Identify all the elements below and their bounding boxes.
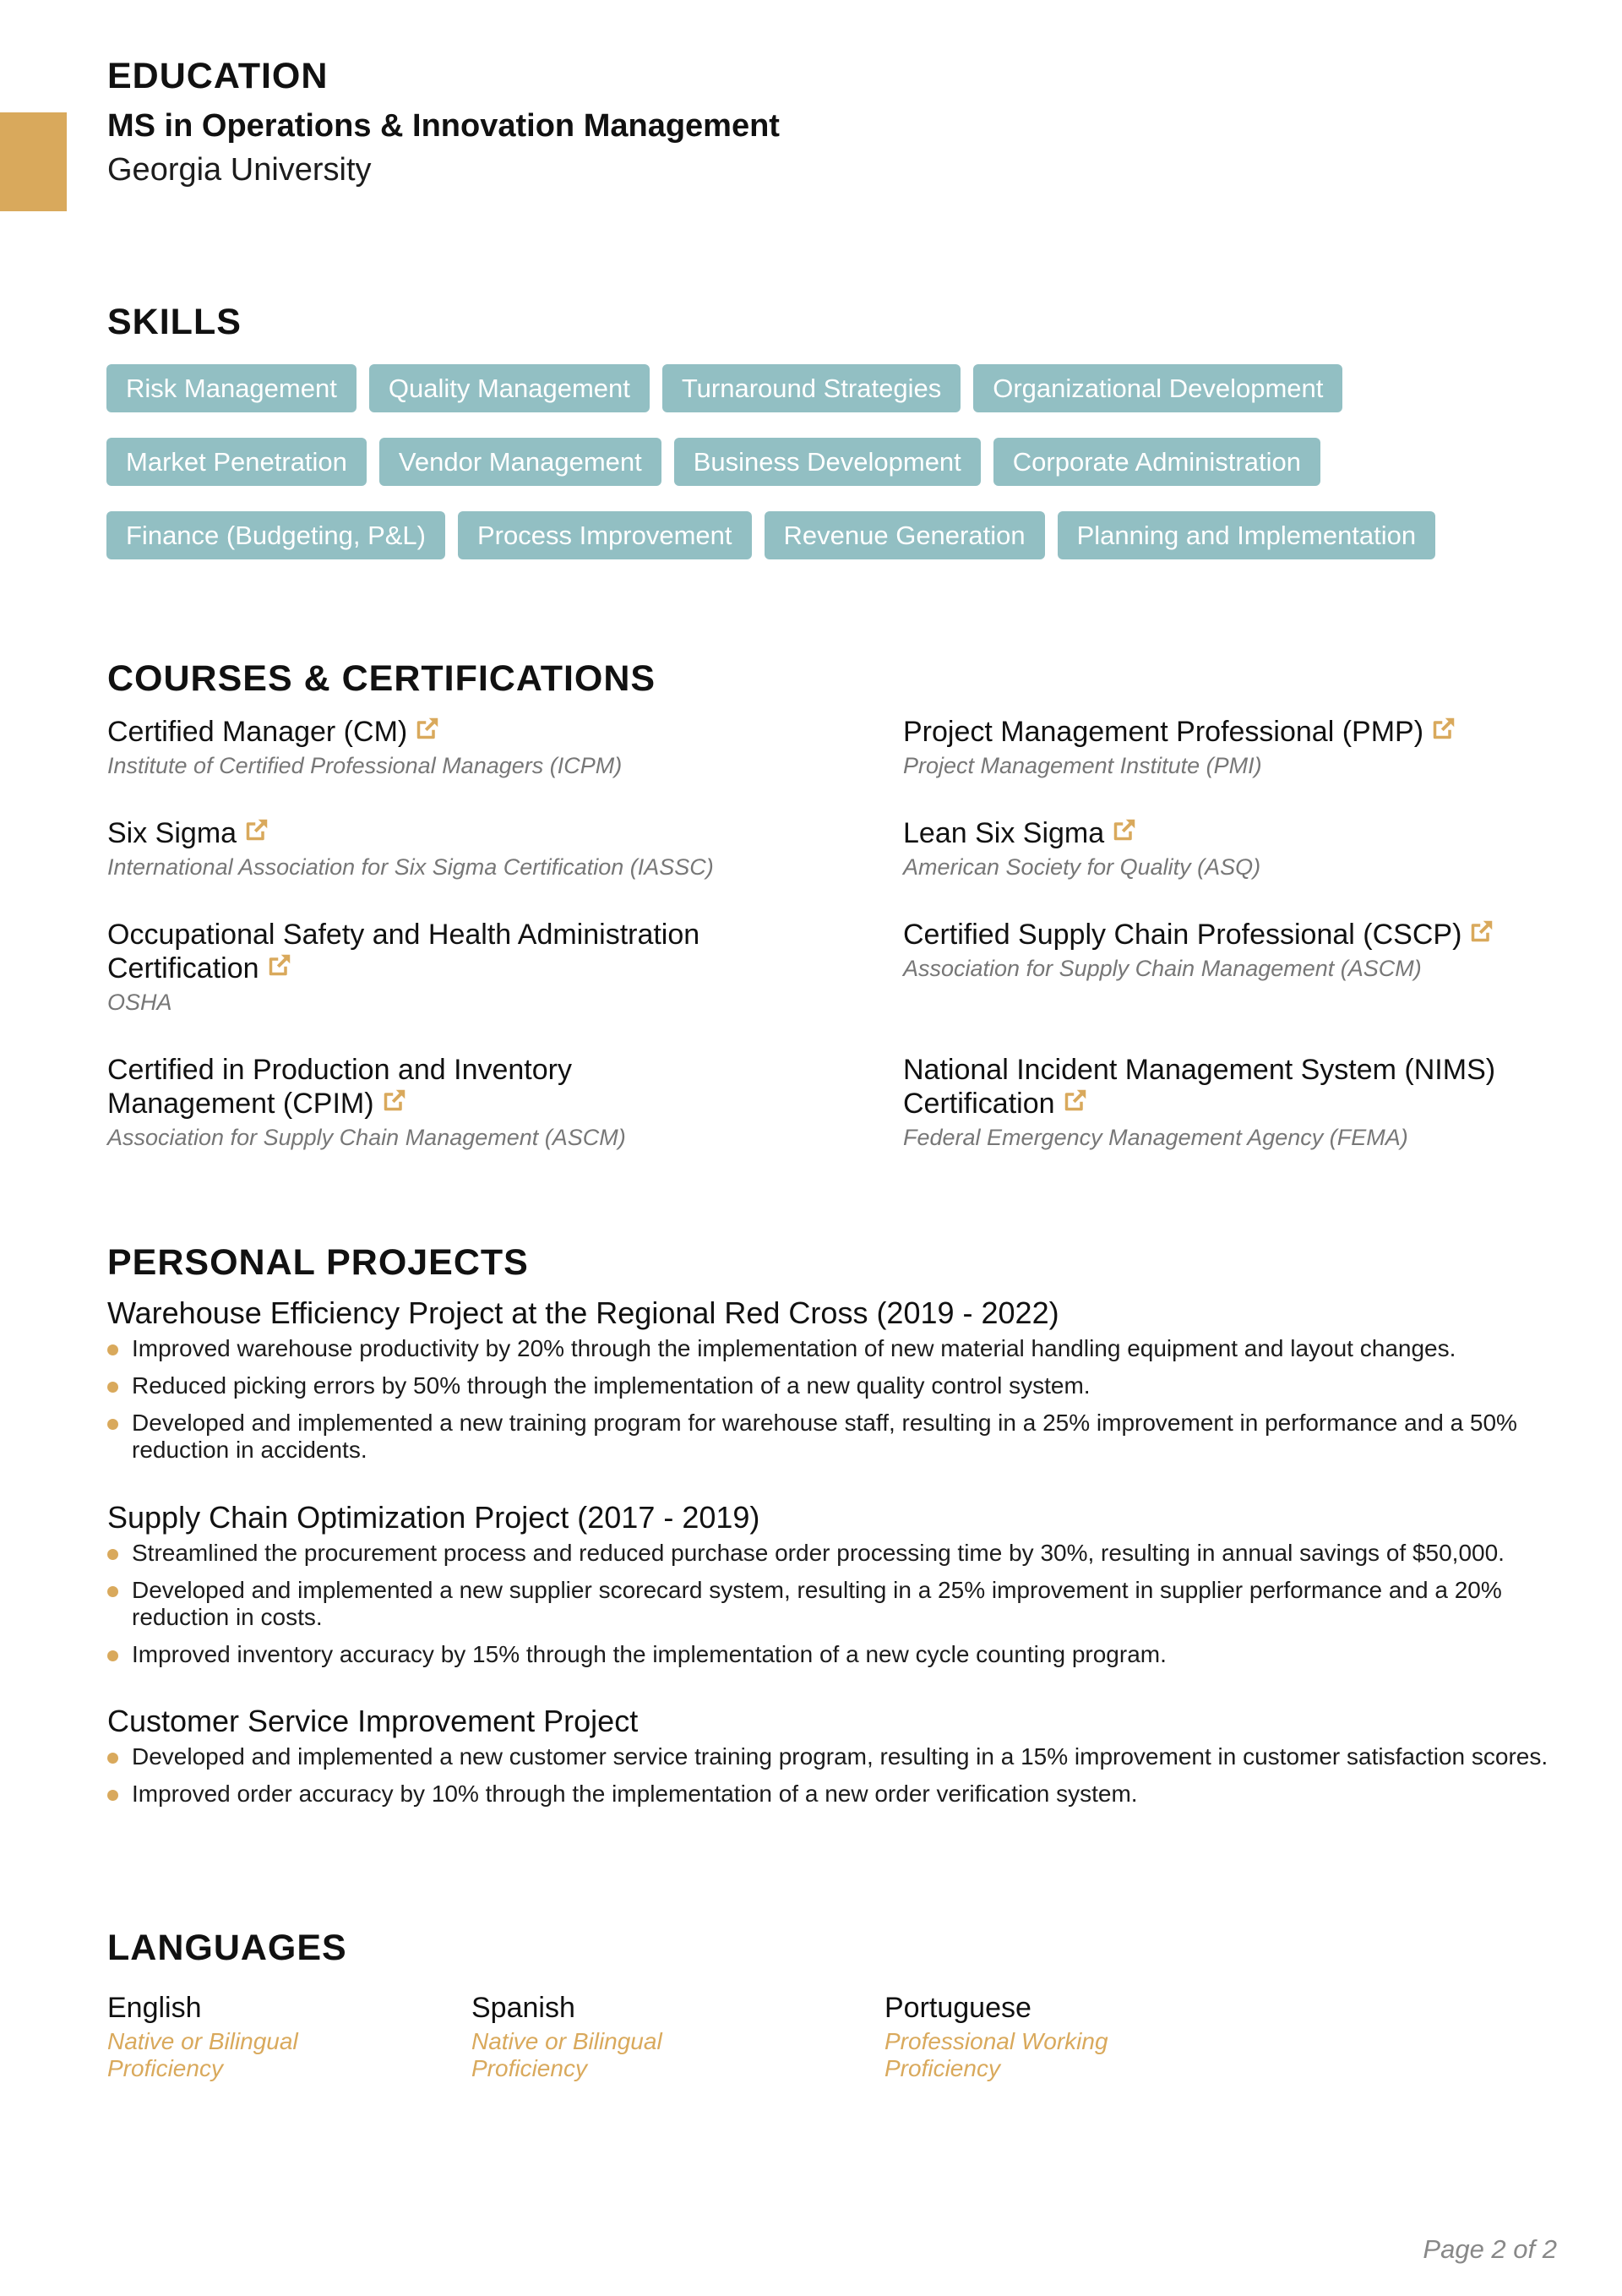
cert-org: Project Management Institute (PMI) [903,753,1262,778]
accent-bar [0,112,67,211]
cert-item [107,715,800,781]
skill-tag: Planning and Implementation [1058,511,1436,559]
skills-heading: SKILLS [107,302,242,342]
projects-heading: PERSONAL PROJECTS [107,1242,529,1283]
language-level: Native or Bilingual Proficiency [471,2028,662,2081]
cert-name: Certified in Production and Inventory Management (CPIM) [107,1054,572,1120]
language-level: Professional Working Proficiency [884,2028,1108,2081]
cert-item [903,816,1596,882]
bullet-dot [107,1650,118,1661]
list-item: Developed and implemented a new customer service training program, resulting in a 15% improvement in customer satisfaction scores. [107,1743,1569,1770]
language-name: Spanish [471,1992,575,2024]
cert-name: Occupational Safety and Health Administration Certification [107,919,700,984]
language-name: Portuguese [884,1992,1031,2024]
cert-name: Certified Supply Chain Professional (CSCP) [903,918,1596,952]
degree-title: MS in Operations & Innovation Management [107,108,780,144]
cert-name: National Incident Management System (NIMS) Certification [903,1054,1496,1120]
skill-row [106,364,1559,412]
cert-org: OSHA [107,990,172,1015]
skill-tag: Corporate Administration [993,438,1320,486]
external-link-icon[interactable] [1470,917,1494,951]
courses-heading: COURSES & CERTIFICATIONS [107,658,656,699]
cert-item [107,1053,648,1153]
cert-item [903,715,1596,781]
cert-item [903,918,1596,984]
skills-list [106,364,1559,585]
bullet-dot [107,1549,118,1560]
school-name: Georgia University [107,152,372,188]
cert-item [107,816,800,882]
language-item [884,1991,1172,2082]
cert-org: Federal Emergency Management Agency (FEMA) [903,1125,1408,1150]
bullet-dot [107,1586,118,1597]
cert-item [903,1053,1562,1153]
project-item [107,1499,1569,1678]
external-link-icon[interactable] [1064,1086,1087,1120]
external-link-icon[interactable] [383,1086,406,1120]
languages-heading: LANGUAGES [107,1928,347,1968]
cert-org: American Society for Quality (ASQ) [903,854,1261,880]
list-item: Reduced picking errors by 50% through the implementation of a new quality control system. [107,1372,1569,1399]
skill-tag: Process Improvement [458,511,752,559]
list-item: Improved warehouse productivity by 20% through the implementation of new material handling equipment and layout changes. [107,1335,1569,1362]
list-item: Streamlined the procurement process and reduced purchase order processing time by 30%, resulting in annual savings of $50,000. [107,1540,1569,1567]
skill-tag: Market Penetration [106,438,367,486]
skill-tag: Business Development [674,438,981,486]
skill-tag: Risk Management [106,364,357,412]
external-link-icon[interactable] [1113,815,1136,849]
skill-tag: Vendor Management [379,438,661,486]
page-number: Page 2 of 2 [1423,2234,1557,2264]
skill-tag: Finance (Budgeting, P&L) [106,511,445,559]
project-title: Supply Chain Optimization Project (2017 - 2019) [107,1500,760,1535]
cert-org: Institute of Certified Professional Managers (ICPM) [107,753,623,778]
bullet-dot [107,1790,118,1801]
project-item [107,1295,1569,1474]
list-item: Improved inventory accuracy by 15% through the implementation of a new cycle counting program. [107,1641,1569,1668]
skill-tag: Revenue Generation [765,511,1045,559]
cert-org: Association for Supply Chain Management (ASCM) [903,956,1422,981]
external-link-icon[interactable] [1432,714,1456,748]
cert-name: Six Sigma [107,816,800,850]
bullet-dot [107,1419,118,1430]
skill-tag: Quality Management [369,364,650,412]
cert-name: Lean Six Sigma [903,816,1596,850]
external-link-icon[interactable] [268,951,291,984]
external-link-icon[interactable] [416,714,439,748]
external-link-icon[interactable] [245,815,269,849]
cert-org: Association for Supply Chain Management (ASCM) [107,1125,626,1150]
language-item [107,1991,395,2082]
skill-tag: Organizational Development [973,364,1342,412]
list-item: Developed and implemented a new supplier scorecard system, resulting in a 25% improvement in supplier performance and a 20% reduction in costs. [107,1577,1569,1631]
cert-name: Project Management Professional (PMP) [903,715,1596,749]
language-level: Native or Bilingual Proficiency [107,2028,298,2081]
list-item: Improved order accuracy by 10% through the implementation of a new order verification system. [107,1781,1569,1808]
language-name: English [107,1992,202,2024]
project-item [107,1703,1569,1818]
bullet-dot [107,1382,118,1393]
skill-row [106,438,1559,486]
project-title: Customer Service Improvement Project [107,1704,639,1738]
bullet-dot [107,1344,118,1355]
skill-row [106,511,1559,559]
cert-item [107,918,783,1017]
education-heading: EDUCATION [107,56,329,96]
cert-org: International Association for Six Sigma Certification (IASSC) [107,854,714,880]
language-item [471,1991,759,2082]
cert-name: Certified Manager (CM) [107,715,800,749]
project-title: Warehouse Efficiency Project at the Regional Red Cross (2019 - 2022) [107,1295,1059,1330]
skill-tag: Turnaround Strategies [662,364,961,412]
list-item: Developed and implemented a new training program for warehouse staff, resulting in a 25% improvement in performance and a 50% reduction in accidents. [107,1410,1569,1464]
bullet-dot [107,1753,118,1764]
